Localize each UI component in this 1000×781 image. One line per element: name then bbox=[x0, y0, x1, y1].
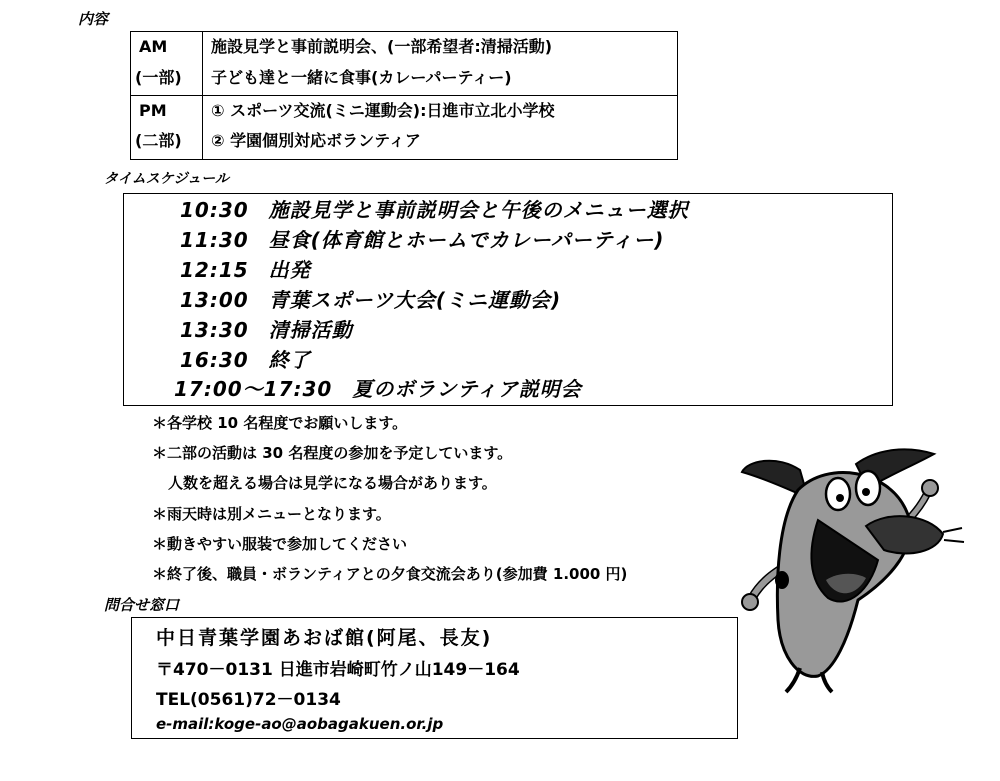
schedule-time: 17:00〜17:30 bbox=[174, 377, 333, 401]
pm-label: PM bbox=[139, 101, 167, 120]
note-item: ＊動きやすい服装で参加してください bbox=[152, 535, 408, 553]
schedule-heading: タイムスケジュール bbox=[104, 171, 229, 187]
contact-box bbox=[131, 617, 738, 739]
note-item: ＊終了後、職員・ボランティアとの夕食交流会あり(参加費 1.000 円) bbox=[152, 565, 628, 583]
schedule-label: 青葉スポーツ大会(ミニ運動会) bbox=[268, 288, 562, 312]
note-item: 人数を超える場合は見学になる場合があります。 bbox=[168, 474, 497, 492]
schedule-label: 清掃活動 bbox=[268, 318, 353, 342]
schedule-time: 16:30 bbox=[180, 348, 249, 372]
cartoon-dog-icon bbox=[738, 440, 968, 695]
schedule-row bbox=[180, 317, 353, 343]
contact-org: 中日青葉学園あおば館(阿尾、長友) bbox=[156, 627, 493, 649]
schedule-row bbox=[180, 287, 561, 313]
am-content-line: 子ども達と一緒に食事(カレーパーティー) bbox=[211, 68, 512, 87]
pm-sub-label: (二部) bbox=[135, 131, 182, 150]
contact-tel: TEL(0561)72－0134 bbox=[156, 690, 341, 710]
schedule-row bbox=[180, 227, 664, 253]
schedule-row bbox=[180, 347, 311, 373]
table-divider bbox=[202, 32, 203, 159]
schedule-label: 昼食(体育館とホームでカレーパーティー) bbox=[268, 228, 665, 252]
schedule-box bbox=[123, 193, 893, 406]
note-item: ＊雨天時は別メニューとなります。 bbox=[152, 505, 391, 523]
schedule-time: 10:30 bbox=[180, 198, 249, 222]
content-heading: 内容 bbox=[78, 10, 109, 28]
schedule-label: 施設見学と事前説明会と午後のメニュー選択 bbox=[268, 198, 689, 222]
contact-email: e-mail:koge-ao@aobagakuen.or.jp bbox=[156, 715, 444, 733]
schedule-time: 13:00 bbox=[180, 288, 249, 312]
pm-content-line: ① スポーツ交流(ミニ運動会):日進市立北小学校 bbox=[211, 101, 555, 120]
contact-address: 〒470－0131 日進市岩崎町竹ノ山149－164 bbox=[156, 660, 520, 680]
schedule-label: 終了 bbox=[268, 348, 311, 372]
table-divider bbox=[131, 95, 677, 96]
contact-heading: 問合せ窓口 bbox=[104, 596, 180, 614]
schedule-time: 11:30 bbox=[180, 228, 249, 252]
note-item: ＊二部の活動は 30 名程度の参加を予定しています。 bbox=[152, 444, 513, 462]
schedule-row bbox=[180, 197, 689, 223]
schedule-label: 出発 bbox=[268, 258, 311, 282]
am-sub-label: (一部) bbox=[135, 68, 182, 87]
content-table bbox=[130, 31, 678, 160]
pm-content-line: ② 学園個別対応ボランティア bbox=[211, 131, 421, 150]
am-content-line: 施設見学と事前説明会、(一部希望者:清掃活動) bbox=[211, 37, 553, 56]
schedule-row bbox=[174, 376, 582, 402]
schedule-time: 12:15 bbox=[180, 258, 249, 282]
am-label: AM bbox=[139, 37, 168, 56]
schedule-time: 13:30 bbox=[180, 318, 249, 342]
schedule-row bbox=[180, 257, 311, 283]
note-item: ＊各学校 10 名程度でお願いします。 bbox=[152, 414, 408, 432]
schedule-label: 夏のボランティア説明会 bbox=[352, 377, 582, 401]
